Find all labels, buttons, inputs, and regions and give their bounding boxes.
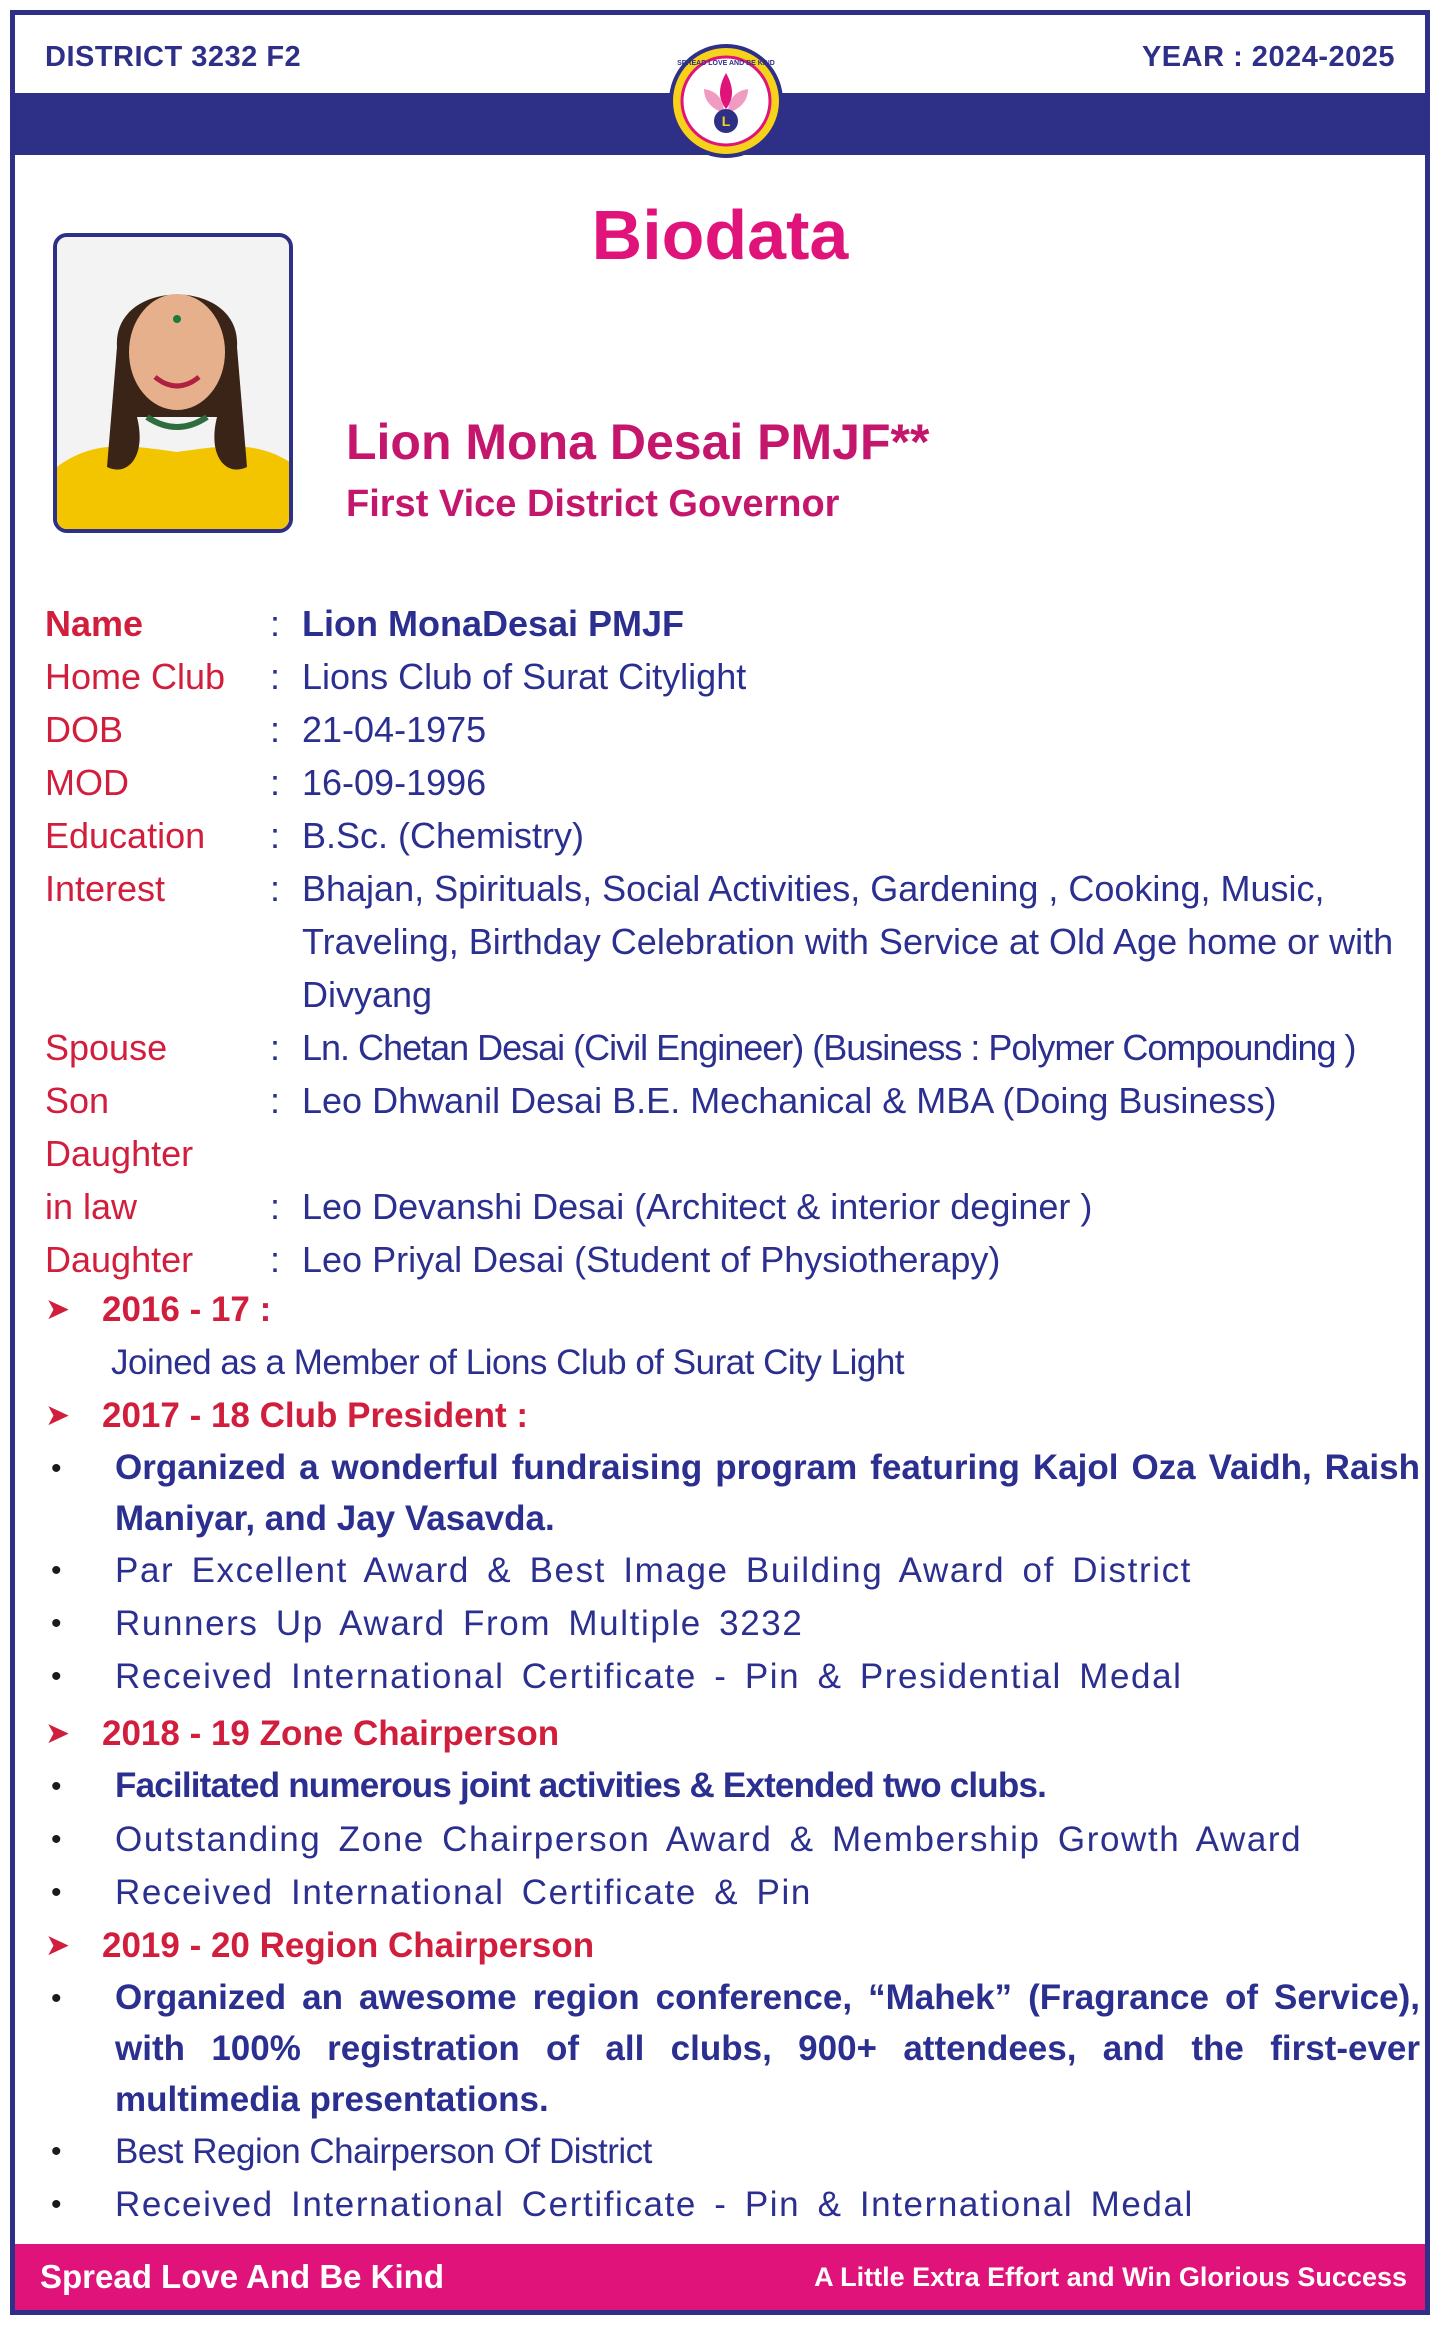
- history-2016: [45, 1283, 1420, 1389]
- detail-label: Son: [45, 1080, 110, 1121]
- detail-label: Interest: [45, 868, 166, 909]
- footer: [15, 2244, 1425, 2310]
- colon-spacer: [270, 1127, 302, 1180]
- colon-icon: :: [270, 1027, 281, 1068]
- heading-text: 2018 - 19 Zone Chairperson: [102, 1714, 560, 1753]
- detail-row-spouse: [45, 1021, 1415, 1074]
- detail-value: 16-09-1996: [302, 762, 487, 803]
- detail-label: Spouse: [45, 1027, 168, 1068]
- detail-label: MOD: [45, 762, 129, 803]
- bullet-icon: •: [51, 1452, 62, 1485]
- detail-label: Home Club: [45, 656, 226, 697]
- heading-text: 2016 - 17 :: [102, 1290, 272, 1329]
- detail-label: DOB: [45, 709, 124, 750]
- item-text: Organized a wonderful fundraising program featuring Kajol Oza Vaidh, Raish Maniyar, and Jay Vasavda.: [115, 1448, 1420, 1538]
- detail-value: [302, 1127, 1415, 1180]
- detail-value: Lion MonaDesai PMJF: [302, 603, 685, 644]
- detail-label: Daughter: [45, 1239, 194, 1280]
- colon-icon: :: [270, 603, 281, 644]
- lions-logo-icon: [668, 43, 784, 159]
- person-name: Lion Mona Desai PMJF**: [346, 414, 930, 470]
- item-text: Received International Certificate - Pin & International Medal: [115, 2185, 1194, 2224]
- history-text: Joined as a Member of Lions Club of Surat City Light: [111, 1343, 905, 1382]
- history-heading: [45, 1283, 1420, 1336]
- detail-value: Leo Dhwanil Desai B.E. Mechanical & MBA (Doing Business): [302, 1080, 1277, 1121]
- footer-slogan: Spread Love And Be Kind: [40, 2258, 444, 2295]
- portrait-photo: [53, 233, 293, 533]
- detail-label: Name: [45, 603, 144, 644]
- item-text: Outstanding Zone Chairperson Award & Membership Growth Award: [115, 1820, 1303, 1859]
- colon-icon: :: [270, 762, 281, 803]
- detail-row-interest: [45, 862, 1415, 1021]
- detail-label: Education: [45, 815, 206, 856]
- item-text: Runners Up Award From Multiple 3232: [115, 1604, 804, 1643]
- year-label: YEAR : 2024-2025: [1141, 41, 1395, 73]
- detail-label: in law: [45, 1186, 138, 1227]
- detail-value: Ln. Chetan Desai (Civil Engineer) (Business : Polymer Compounding ): [302, 1027, 1356, 1068]
- bullet-icon: •: [51, 1876, 62, 1909]
- bullet-icon: •: [51, 2188, 62, 2221]
- item-text: Organized an awesome region conference, “Mahek” (Fragrance of Service), with 100% registration of all clubs, 900+ attendees, and the first-ever multimedia presentations.: [115, 1978, 1420, 2119]
- detail-row-dob: [45, 703, 1415, 756]
- person-designation: First Vice District Governor: [346, 483, 840, 525]
- colon-icon: :: [270, 868, 281, 909]
- detail-value: B.Sc. (Chemistry): [302, 815, 585, 856]
- colon-icon: :: [270, 1239, 281, 1280]
- lions-logo: [668, 43, 784, 159]
- item-text: Facilitated numerous joint activities & Extended two clubs.: [115, 1766, 1047, 1805]
- district-label: DISTRICT 3232 F2: [45, 41, 302, 73]
- hand-pointer-icon: ➤: [45, 1293, 71, 1326]
- history-item: [45, 1813, 1420, 1866]
- colon-icon: :: [270, 1080, 281, 1121]
- bullet-icon: •: [51, 2135, 62, 2168]
- detail-row-name: [45, 597, 1415, 650]
- bullet-icon: •: [51, 1554, 62, 1587]
- history-heading: [45, 1707, 1420, 1760]
- portrait-image: [57, 237, 293, 533]
- detail-value: Leo Devanshi Desai (Architect & interior deginer ): [302, 1186, 1093, 1227]
- bullet-icon: •: [51, 1660, 62, 1693]
- detail-row-daughter-label: [45, 1127, 1415, 1180]
- details-list: [45, 597, 1415, 1286]
- detail-label: Daughter: [45, 1133, 194, 1174]
- history-heading: [45, 1389, 1420, 1442]
- detail-row-daughter: [45, 1233, 1415, 1286]
- colon-icon: :: [270, 815, 281, 856]
- hand-pointer-icon: ➤: [45, 1929, 71, 1962]
- history-item: [45, 1760, 1420, 1813]
- history-2018: [45, 1707, 1420, 1919]
- detail-row-mod: [45, 756, 1415, 809]
- history-item: [45, 1972, 1420, 2125]
- history-heading: [45, 1919, 1420, 1972]
- detail-row-home-club: [45, 650, 1415, 703]
- history-item: [45, 1597, 1420, 1650]
- detail-value: Lions Club of Surat Citylight: [302, 656, 747, 697]
- history-item: [45, 1866, 1420, 1919]
- detail-row-son: [45, 1074, 1415, 1127]
- bullet-icon: •: [51, 1982, 62, 2015]
- hand-pointer-icon: ➤: [45, 1717, 71, 1750]
- logo-letter: L: [721, 113, 731, 129]
- item-text: Received International Certificate - Pin & Presidential Medal: [115, 1657, 1183, 1696]
- detail-row-education: [45, 809, 1415, 862]
- item-text: Received International Certificate & Pin: [115, 1873, 812, 1912]
- logo-text: SPREAD LOVE AND BE KIND: [677, 60, 775, 67]
- detail-value: Bhajan, Spirituals, Social Activities, Gardening , Cooking, Music, Traveling, Birthday Celebration with Service at Old Age home or with Divyang: [302, 868, 1394, 1015]
- bullet-icon: •: [51, 1770, 62, 1803]
- item-text: Best Region Chairperson Of District: [115, 2132, 652, 2171]
- detail-row-daughter-in-law: [45, 1180, 1415, 1233]
- colon-icon: :: [270, 1186, 281, 1227]
- history-item: [45, 1544, 1420, 1597]
- footer-motto: A Little Extra Effort and Win Glorious Success: [814, 2262, 1407, 2292]
- hand-pointer-icon: ➤: [45, 1399, 71, 1432]
- page-title: Biodata: [591, 196, 849, 274]
- history-2019: [45, 1919, 1420, 2231]
- heading-text: 2019 - 20 Region Chairperson: [102, 1926, 595, 1965]
- item-text: Par Excellent Award & Best Image Building Award of District: [115, 1551, 1192, 1590]
- biodata-page: [10, 10, 1430, 2315]
- history-item: [45, 2178, 1420, 2231]
- history-item: [45, 1442, 1420, 1544]
- detail-value: Leo Priyal Desai (Student of Physiotherapy): [302, 1239, 1001, 1280]
- heading-text: 2017 - 18 Club President :: [102, 1396, 528, 1435]
- colon-icon: :: [270, 709, 281, 750]
- detail-value: 21-04-1975: [302, 709, 487, 750]
- history-item: [45, 2125, 1420, 2178]
- history-item: [45, 1650, 1420, 1703]
- colon-icon: :: [270, 656, 281, 697]
- bullet-icon: •: [51, 1607, 62, 1640]
- bullet-icon: •: [51, 1823, 62, 1856]
- history-2017: [45, 1389, 1420, 1703]
